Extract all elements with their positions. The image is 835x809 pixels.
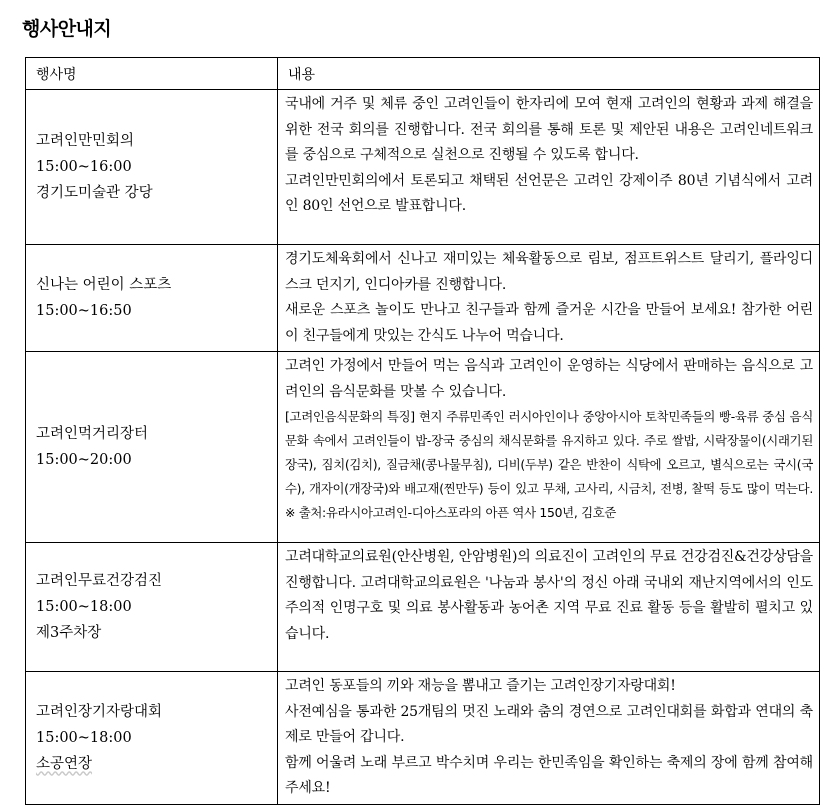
page-title: 행사안내지 <box>22 18 112 40</box>
event-content-cell <box>278 90 820 245</box>
event-content-cell <box>278 352 820 543</box>
content-paragraph: 고려인 가정에서 만들어 먹는 음식과 고려인이 운영하는 식당에서 판매하는 음식으로 고려인의 음식문화를 맛볼 수 있습니다. <box>285 358 813 400</box>
event-content-cell <box>278 672 820 805</box>
event-time: 15:00~20:00 <box>36 452 132 468</box>
food-culture-note: [고려인음식문화의 특징] 현지 주류민족인 러시아인이나 중앙아시아 토착민족들의 빵-육류 중심 음식문화 속에서 고려인들이 밥-장국 중심의 채식문화를 유지하고 있다. 주로 쌀밥, 시락장물이(시래기된장국), 짐치(김치), 질금채(콩나물무침), 디비(두부) 같은 반찬이 식탁에 오르고, 별식으로는 국시(국수), 개자이(개장국)와 배고재(찐만두) 등이 있고 무채, 고사리, 시금치, 전병, 찰떡 등도 많이 먹는다. ※ 출처:유라시아고려인-디아스포라의 아픈 역사 150년, 김호준 <box>285 409 813 520</box>
event-place: 소공연장 <box>36 755 93 772</box>
event-name: 고려인장기자랑대회 <box>36 703 163 720</box>
event-name-cell <box>26 352 278 543</box>
content-paragraph: 함께 어울려 노래 부르고 박수치며 우리는 한민족임을 확인하는 축제의 장에 함께 참여해 주세요! <box>285 754 813 796</box>
event-table <box>25 57 820 805</box>
table-header-row <box>26 58 820 90</box>
event-name: 고려인무료건강검진 <box>36 573 163 589</box>
event-place: 경기도미술관 강당 <box>36 185 153 201</box>
event-place: 제3주차장 <box>36 625 102 641</box>
content-paragraph: 국내에 거주 및 체류 중인 고려인들이 한자리에 모여 현재 고려인의 현황과 과제 해결을 위한 전국 회의를 진행합니다. 전국 회의를 통해 토론 및 제안된 내용은 고려인네트워크를 중심으로 구체적으로 실천으로 진행될 수 있도록 합니다. <box>285 96 813 163</box>
content-paragraph: 새로운 스포츠 놀이도 만나고 친구들과 함께 즐거운 시간을 만들어 보세요! 참가한 어린이 친구들에게 맛있는 간식도 나누어 먹습니다. <box>285 302 813 344</box>
table-row <box>26 245 820 352</box>
header-event-name: 행사명 <box>26 58 278 90</box>
event-time: 15:00~16:50 <box>36 303 132 319</box>
table-row <box>26 90 820 245</box>
header-content: 내용 <box>278 58 820 90</box>
table-row <box>26 672 820 805</box>
table-row <box>26 543 820 672</box>
event-name: 신나는 어린이 스포츠 <box>36 277 172 293</box>
content-paragraph: 고려인 동포들의 끼와 재능을 뽐내고 즐기는 고려인장기자랑대회! <box>285 678 676 694</box>
content-paragraph: 고려대학교의료원(안산병원, 안암병원)의 의료진이 고려인의 무료 건강검진&건강상담을 진행합니다. 고려대학교의료원은 '나눔과 봉사'의 정신 아래 국내외 재난지역에서의 인도주의적 인명구호 및 의료 봉사활동과 농어촌 지역 무료 진료 활동 등을 활발히 펼치고 있습니다. <box>285 549 813 642</box>
event-name-cell <box>26 245 278 352</box>
event-name-cell <box>26 672 278 805</box>
table-row <box>26 352 820 543</box>
event-name-cell <box>26 543 278 672</box>
event-time: 15:00~16:00 <box>36 159 132 175</box>
content-paragraph: 고려인만민회의에서 토론되고 채택된 선언문은 고려인 강제이주 80년 기념식에서 고려인 80인 선언으로 발표합니다. <box>285 172 813 214</box>
content-paragraph: 사전예심을 통과한 25개팀의 멋진 노래와 춤의 경연으로 고려인대회를 화합과 연대의 축제로 만들어 갑니다. <box>285 703 813 745</box>
event-content-cell <box>278 543 820 672</box>
content-paragraph: 경기도체육회에서 신나고 재미있는 체육활동으로 림보, 점프트위스트 달리기, 플라잉디스크 던지기, 인디아카를 진행합니다. <box>285 251 813 293</box>
event-name: 고려인먹거리장터 <box>36 426 149 442</box>
event-name-cell <box>26 90 278 245</box>
event-name: 고려인만민회의 <box>36 133 135 149</box>
event-content-cell <box>278 245 820 352</box>
event-time: 15:00~18:00 <box>36 599 132 615</box>
event-time: 15:00~18:00 <box>36 729 132 746</box>
